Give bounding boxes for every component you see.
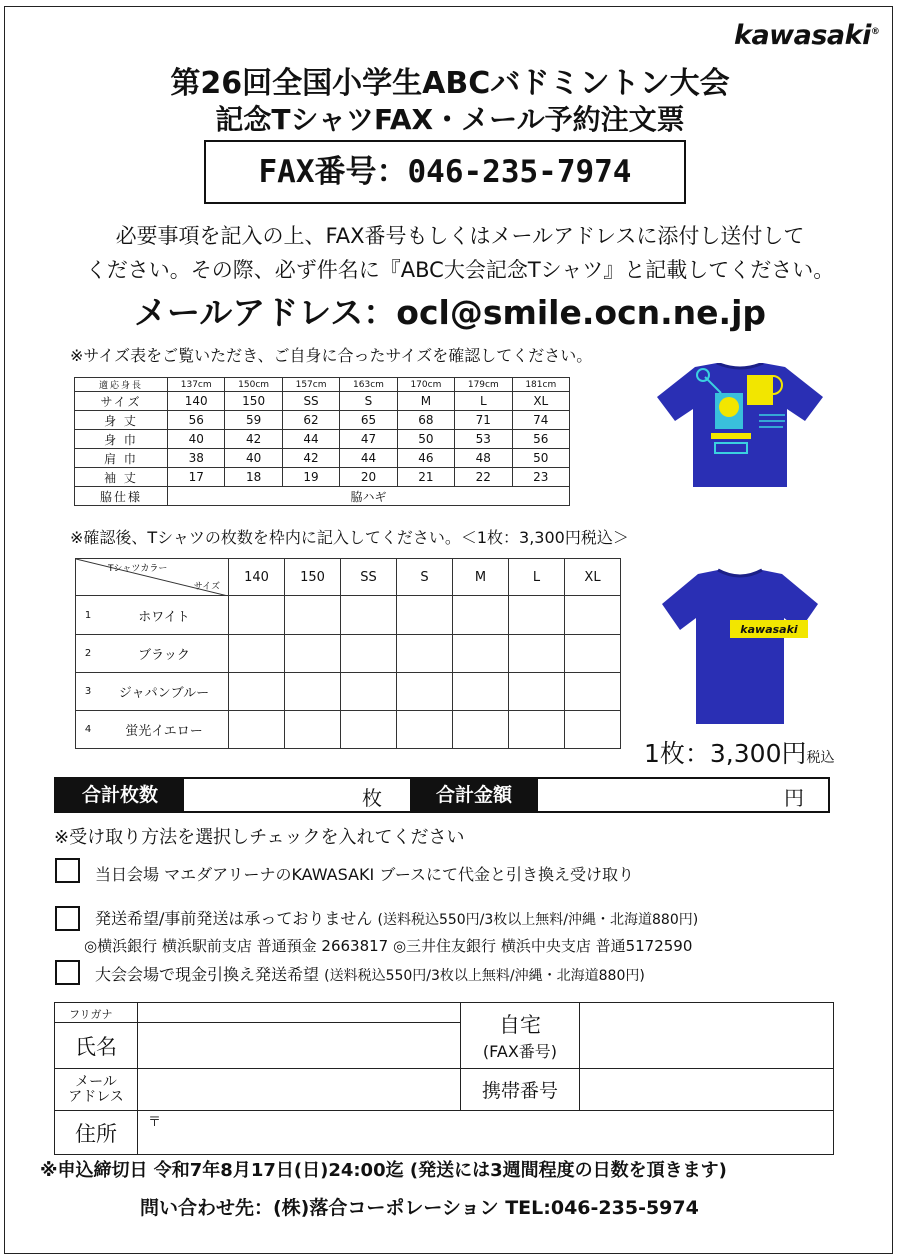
size-spec-value: 脇ハギ <box>168 487 570 506</box>
quantity-cell[interactable] <box>285 711 341 749</box>
page-subtitle: 記念TシャツFAX・メール予約注文票 <box>215 103 685 136</box>
name-label-cell <box>55 1023 138 1069</box>
order-size-header: XL <box>565 559 621 596</box>
size-cell: 40 <box>225 449 282 468</box>
size-cell: 137cm <box>168 378 225 392</box>
order-row <box>76 711 621 749</box>
quantity-cell[interactable] <box>397 596 453 635</box>
quantity-cell[interactable] <box>229 711 285 749</box>
size-cell: 150 <box>225 392 282 411</box>
option1-label: 当日会場 マエダアリーナのKAWASAKI ブースにて代金と引き換え受け取り <box>95 865 635 884</box>
furigana-label: フリガナ <box>69 1008 113 1021</box>
order-corner-top: Tシャツカラー <box>108 564 168 574</box>
size-cell: 48 <box>455 449 512 468</box>
order-row-number: 1 <box>76 596 101 635</box>
quantity-cell[interactable] <box>341 596 397 635</box>
unit-price: 1枚：3,300円税込 <box>644 739 835 768</box>
deadline-text: ※申込締切日 令和7年8月17日(日)24:00迄 (発送には3週間程度の日数を頂きます) <box>40 1160 727 1181</box>
quantity-cell[interactable] <box>229 596 285 635</box>
intro-text-line2: ください。その際、必ず件名に『ABC大会記念Tシャツ』と記載してください。 <box>85 258 835 282</box>
contact-table <box>54 1002 834 1155</box>
size-cell: 適応身長 <box>75 378 168 392</box>
size-cell: 170cm <box>397 378 454 392</box>
size-cell: 56 <box>168 411 225 430</box>
size-cell: 71 <box>455 411 512 430</box>
size-cell: 163cm <box>340 378 397 392</box>
bank-info: ◎横浜銀行 横浜駅前支店 普通預金 2663817 ◎三井住友銀行 横浜中央支店 普通5172590 <box>84 937 693 955</box>
option2-checkbox[interactable] <box>55 906 80 931</box>
order-row-color: ホワイト <box>100 596 229 635</box>
quantity-cell[interactable] <box>229 673 285 711</box>
size-row <box>75 411 570 430</box>
order-row <box>76 635 621 673</box>
size-row-label: 身 丈 <box>75 411 168 430</box>
size-cell: 18 <box>225 468 282 487</box>
size-cell: 46 <box>397 449 454 468</box>
order-corner-bottom: サイズ <box>193 582 220 592</box>
order-row-number: 3 <box>76 673 101 711</box>
size-row-label: 肩 巾 <box>75 449 168 468</box>
mobile-label: 携帯番号 <box>481 1080 558 1102</box>
size-cell: 50 <box>512 449 569 468</box>
size-cell: 74 <box>512 411 569 430</box>
intro-text-line1: 必要事項を記入の上、FAX番号もしくはメールアドレスに添付し送付して <box>115 224 805 248</box>
size-cell: 62 <box>282 411 339 430</box>
size-row-label: 脇仕様 <box>75 487 168 506</box>
size-spec-row <box>75 487 570 506</box>
size-cell: 17 <box>168 468 225 487</box>
name-label: 氏名 <box>75 1034 117 1059</box>
size-cell: 59 <box>225 411 282 430</box>
mobile-field[interactable] <box>580 1069 834 1111</box>
size-cell: 22 <box>455 468 512 487</box>
order-row <box>76 596 621 635</box>
size-cell: 50 <box>397 430 454 449</box>
tshirt-front-image <box>660 568 820 726</box>
order-size-header: 140 <box>229 559 285 596</box>
mail-label-line2: アドレス <box>68 1088 124 1105</box>
size-cell: 47 <box>340 430 397 449</box>
mail-address: メールアドレス：ocl@smile.ocn.ne.jp <box>133 293 767 332</box>
totals-bar <box>54 777 830 813</box>
size-cell: 68 <box>397 411 454 430</box>
order-table <box>75 558 621 749</box>
order-corner-cell <box>76 559 229 596</box>
furigana-field[interactable] <box>138 1003 461 1023</box>
order-row-number: 2 <box>76 635 101 673</box>
size-row-label: 袖 丈 <box>75 468 168 487</box>
size-cell: 44 <box>282 430 339 449</box>
tshirt-back-image <box>655 363 825 489</box>
quantity-cell[interactable] <box>453 711 509 749</box>
size-note: ※サイズ表をご覧いただき、ご自身に合ったサイズを確認してください。 <box>70 346 593 365</box>
size-row <box>75 392 570 411</box>
order-note: ※確認後、Tシャツの枚数を枠内に記入してください。＜1枚：3,300円税込＞ <box>70 528 629 547</box>
total-count-label: 合計枚数 <box>56 779 184 811</box>
home-label-cell <box>461 1003 580 1069</box>
size-cell: 19 <box>282 468 339 487</box>
fax-number-box: FAX番号：046-235-7974 <box>204 140 686 204</box>
size-cell: XL <box>512 392 569 411</box>
size-cell: 181cm <box>512 378 569 392</box>
furigana-label-cell <box>55 1003 138 1023</box>
quantity-cell[interactable] <box>285 596 341 635</box>
name-field[interactable] <box>138 1023 461 1069</box>
order-row-color: ジャパンブルー <box>100 673 229 711</box>
address-label: 住所 <box>75 1121 117 1146</box>
home-label: 自宅 <box>499 1013 541 1037</box>
option3-checkbox[interactable] <box>55 960 80 985</box>
order-size-header: L <box>509 559 565 596</box>
furigana-row <box>55 1003 834 1023</box>
quantity-cell[interactable] <box>453 673 509 711</box>
option2-label: 発送希望/事前発送は承っておりません (送料税込550円/3枚以上無料/沖縄・北海道880円) <box>95 909 699 928</box>
size-cell: SS <box>282 392 339 411</box>
total-amount-unit: 円 <box>784 786 804 810</box>
total-count-unit: 枚 <box>362 786 382 810</box>
order-row-color: ブラック <box>100 635 229 673</box>
quantity-cell[interactable] <box>509 596 565 635</box>
order-size-header: S <box>397 559 453 596</box>
size-height-row <box>75 378 570 392</box>
quantity-cell[interactable] <box>229 635 285 673</box>
size-table <box>74 377 570 506</box>
size-cell: 140 <box>168 392 225 411</box>
address-row <box>55 1111 834 1155</box>
quantity-cell[interactable] <box>509 635 565 673</box>
size-row-label: 身 巾 <box>75 430 168 449</box>
size-cell: 150cm <box>225 378 282 392</box>
quantity-cell[interactable] <box>341 635 397 673</box>
svg-text:kawasaki: kawasaki <box>740 623 798 636</box>
quantity-cell[interactable] <box>397 673 453 711</box>
page-title: 第26回全国小学生ABCバドミントン大会 <box>170 66 730 101</box>
order-size-header: SS <box>341 559 397 596</box>
quantity-cell[interactable] <box>509 673 565 711</box>
inquiry-text: 問い合わせ先：(株)落合コーポレーション TEL:046-235-5974 <box>140 1197 699 1219</box>
quantity-cell[interactable] <box>509 711 565 749</box>
address-label-cell <box>55 1111 138 1155</box>
option3-label: 大会会場で現金引換え発送希望 (送料税込550円/3枚以上無料/沖縄・北海道880円) <box>95 965 645 984</box>
quantity-cell[interactable] <box>453 635 509 673</box>
size-row <box>75 449 570 468</box>
size-cell: 42 <box>282 449 339 468</box>
total-amount-label: 合計金額 <box>410 779 538 811</box>
size-cell: 38 <box>168 449 225 468</box>
mail-field[interactable] <box>138 1069 461 1111</box>
size-cell: 56 <box>512 430 569 449</box>
size-cell: 44 <box>340 449 397 468</box>
size-cell: 21 <box>397 468 454 487</box>
brand-logo: kawasaki® <box>734 20 880 51</box>
size-cell: L <box>455 392 512 411</box>
quantity-cell[interactable] <box>565 635 621 673</box>
size-row <box>75 468 570 487</box>
size-cell: 23 <box>512 468 569 487</box>
size-cell: 53 <box>455 430 512 449</box>
pickup-note: ※受け取り方法を選択しチェックを入れてください <box>54 827 465 848</box>
size-cell: S <box>340 392 397 411</box>
order-header-row <box>76 559 621 596</box>
quantity-cell[interactable] <box>341 711 397 749</box>
order-row-number: 4 <box>76 711 101 749</box>
order-size-header: 150 <box>285 559 341 596</box>
mail-label-line1: メール <box>75 1073 117 1090</box>
size-cell: 65 <box>340 411 397 430</box>
size-cell: 20 <box>340 468 397 487</box>
size-cell: 40 <box>168 430 225 449</box>
postal-mark: 〒 <box>148 1115 162 1130</box>
quantity-cell[interactable] <box>565 673 621 711</box>
order-row-color: 蛍光イエロー <box>100 711 229 749</box>
size-row <box>75 430 570 449</box>
order-size-header: M <box>453 559 509 596</box>
size-row-label: サイズ <box>75 392 168 411</box>
quantity-cell[interactable] <box>285 635 341 673</box>
quantity-cell[interactable] <box>453 596 509 635</box>
quantity-cell[interactable] <box>341 673 397 711</box>
option1-checkbox[interactable] <box>55 858 80 883</box>
quantity-cell[interactable] <box>397 635 453 673</box>
quantity-cell[interactable] <box>397 711 453 749</box>
address-field[interactable] <box>138 1111 834 1155</box>
mail-label-cell <box>55 1069 138 1111</box>
size-cell: 157cm <box>282 378 339 392</box>
quantity-cell[interactable] <box>285 673 341 711</box>
quantity-cell[interactable] <box>565 711 621 749</box>
size-cell: 42 <box>225 430 282 449</box>
home-fax-field[interactable] <box>580 1003 834 1069</box>
order-row <box>76 673 621 711</box>
home-sublabel: (FAX番号) <box>482 1042 558 1061</box>
size-cell: M <box>397 392 454 411</box>
mail-row <box>55 1069 834 1111</box>
size-cell: 179cm <box>455 378 512 392</box>
mobile-label-cell <box>461 1069 580 1111</box>
quantity-cell[interactable] <box>565 596 621 635</box>
